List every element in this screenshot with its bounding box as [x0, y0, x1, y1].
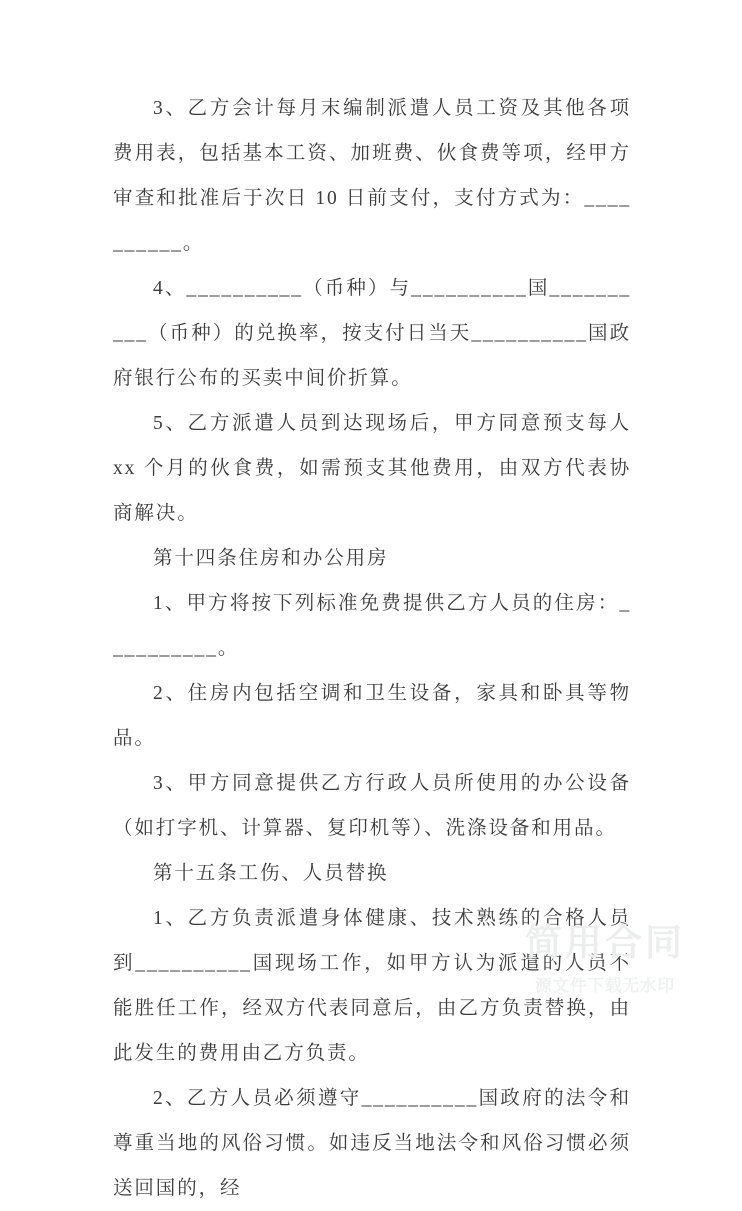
- watermark: [505, 922, 705, 998]
- paragraph-item-3-payroll: 3、乙方会计每月末编制派遣人员工资及其他各项费用表，包括基本工资、加班费、伙食费等项，经甲方审查和批准后于次日 10 日前支付，支付方式为：__________。: [113, 98, 631, 254]
- watermark-title: 简用合同: [525, 922, 685, 963]
- heading-article-14: 第十四条住房和办公用房: [153, 548, 389, 569]
- paragraph-article15-item-2-local-laws: 2、乙方人员必须遵守__________国政府的法令和尊重当地的风俗习惯。如违反当地法令和风俗习惯必须送回国的，经: [113, 1088, 631, 1199]
- document-text-body: [113, 86, 631, 1211]
- paragraph-item-4-exchange-rate: 4、__________（币种）与__________国__________（币种）的兑换率，按支付日当天__________国政府银行公布的买卖中间价折算。: [113, 278, 631, 389]
- paragraph-article14-item-1-housing: 1、甲方将按下列标准免费提供乙方人员的住房：__________。: [113, 593, 631, 659]
- heading-article-15: 第十五条工伤、人员替换: [153, 863, 389, 884]
- paragraph-article14-item-3-office-equipment: 3、甲方同意提供乙方行政人员所使用的办公设备（如打字机、计算器、复印机等）、洗涤设备和用品。: [113, 773, 631, 839]
- paragraph-item-5-meal-advance: 5、乙方派遣人员到达现场后，甲方同意预支每人 xx 个月的伙食费，如需预支其他费用，由双方代表协商解决。: [113, 413, 631, 524]
- paragraph-article15-item-1-qualified-staff: 1、乙方负责派遣身体健康、技术熟练的合格人员到__________国现场工作，如甲方认为派遣的人员不能胜任工作，经双方代表同意后，由乙方负责替换，由此发生的费用由乙方负责。: [113, 908, 631, 1064]
- watermark-subtitle: 源文件下载无水印: [535, 977, 675, 995]
- paragraph-article14-item-2-facilities: 2、住房内包括空调和卫生设备，家具和卧具等物品。: [113, 683, 631, 749]
